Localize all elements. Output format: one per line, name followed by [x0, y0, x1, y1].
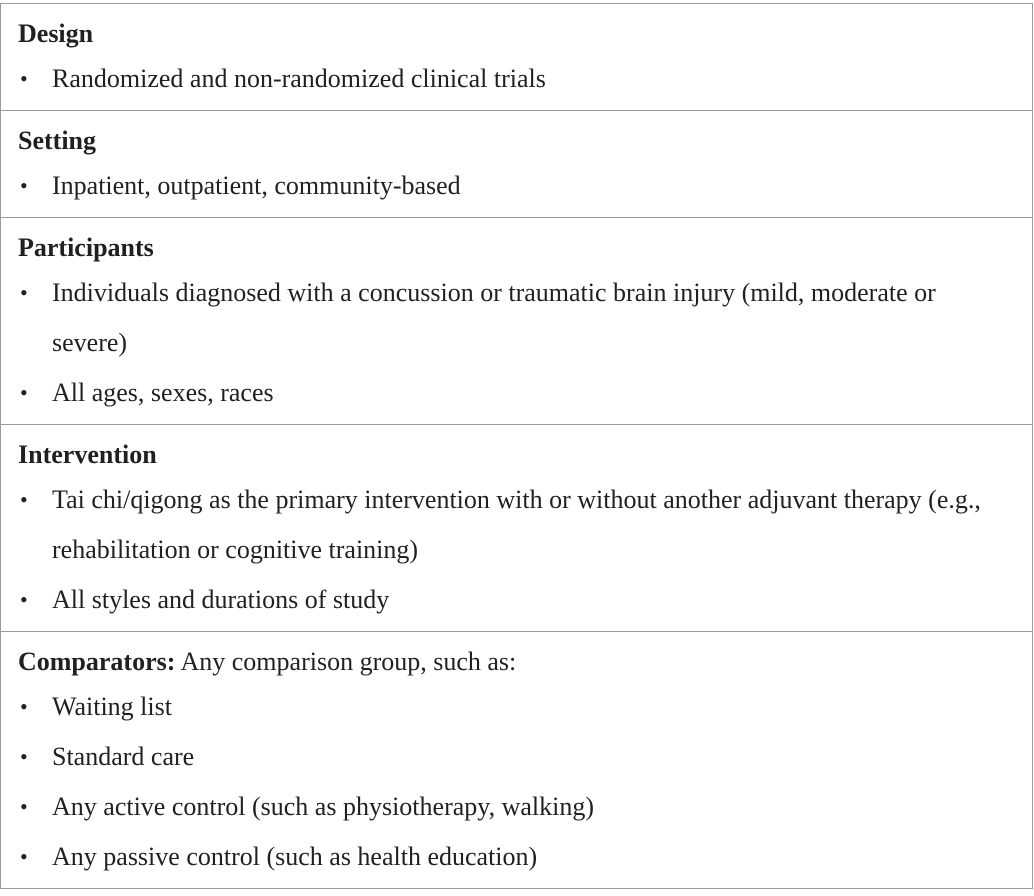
bullet-list [18, 682, 1016, 882]
section-heading: Setting [18, 126, 96, 155]
list-item [18, 782, 1016, 832]
list-item-text: Individuals diagnosed with a concussion or traumatic brain injury (mild, moderate or severe) [52, 278, 936, 357]
bullet-list [18, 54, 1016, 104]
section-cell [1, 425, 1033, 632]
section-cell [1, 218, 1033, 425]
section-cell [1, 632, 1033, 889]
bullet-icon: • [20, 744, 28, 769]
bullet-icon: • [20, 280, 28, 305]
bullet-icon: • [20, 694, 28, 719]
section-heading: Intervention [18, 440, 157, 469]
list-item [18, 475, 1016, 575]
list-item [18, 54, 1016, 104]
list-item [18, 682, 1016, 732]
section-cell [1, 4, 1033, 111]
list-item-text: Any active control (such as physiotherapy, walking) [52, 792, 595, 821]
eligibility-criteria-table [0, 3, 1033, 889]
section-intro: Any comparison group, such as: [175, 647, 517, 676]
list-item-text: Any passive control (such as health education) [52, 842, 538, 871]
section-heading: Participants [18, 233, 154, 262]
section-setting [1, 111, 1033, 218]
list-item [18, 575, 1016, 625]
bullet-icon: • [20, 844, 28, 869]
bullet-icon: • [20, 794, 28, 819]
section-heading: Design [18, 19, 94, 48]
bullet-list [18, 475, 1016, 625]
bullet-list [18, 161, 1016, 211]
list-item [18, 268, 1016, 368]
bullet-icon: • [20, 173, 28, 198]
section-heading: Comparators: [18, 647, 176, 676]
list-item [18, 368, 1016, 418]
list-item-text: Tai chi/qigong as the primary intervention with or without another adjuvant therapy (e.g., rehabilitation or cognitive training) [52, 485, 981, 564]
list-item-text: Randomized and non-randomized clinical trials [52, 64, 546, 93]
list-item [18, 732, 1016, 782]
list-item-text: All styles and durations of study [52, 585, 390, 614]
section-participants [1, 218, 1033, 425]
section-comparators [1, 632, 1033, 889]
list-item [18, 161, 1016, 211]
bullet-list [18, 268, 1016, 418]
section-intervention [1, 425, 1033, 632]
bullet-icon: • [20, 380, 28, 405]
list-item-text: All ages, sexes, races [52, 378, 274, 407]
list-item [18, 832, 1016, 882]
bullet-icon: • [20, 587, 28, 612]
section-design [1, 4, 1033, 111]
list-item-text: Standard care [52, 742, 195, 771]
list-item-text: Waiting list [52, 692, 172, 721]
section-heading-line [18, 642, 1016, 682]
bullet-icon: • [20, 66, 28, 91]
bullet-icon: • [20, 487, 28, 512]
list-item-text: Inpatient, outpatient, community-based [52, 171, 461, 200]
section-cell [1, 111, 1033, 218]
